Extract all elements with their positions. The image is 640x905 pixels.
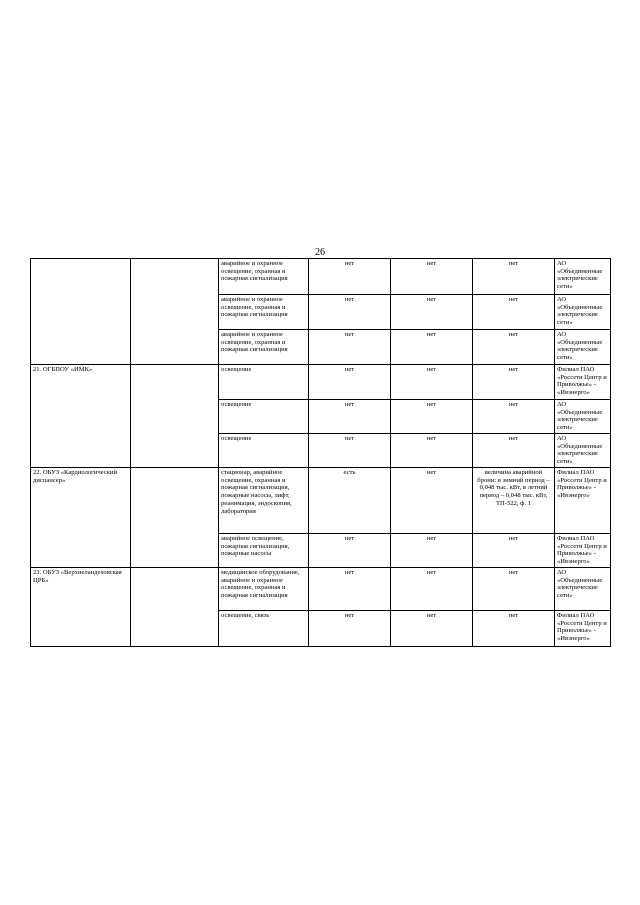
value-cell: нет — [473, 567, 555, 610]
value-cell: нет — [391, 295, 473, 330]
value-cell: нет — [473, 434, 555, 468]
value-cell: нет — [309, 259, 391, 295]
value-cell: нет — [391, 365, 473, 400]
value-cell: нет — [391, 610, 473, 646]
table-row — [31, 468, 611, 534]
value-cell: нет — [391, 434, 473, 468]
org-cell: 22. ОБУЗ «Кардиологический диспансер» — [31, 468, 131, 568]
table-row — [31, 365, 611, 400]
org-cell — [31, 259, 131, 365]
value-cell: нет — [473, 534, 555, 568]
equipment-cell: аварийное и охранное освещение, охранная и пожарная сигнализация — [219, 259, 309, 295]
blank-cell — [131, 365, 219, 468]
value-cell: нет — [473, 295, 555, 330]
value-cell: величина аварийной брони: в зимний период – 0,048 тыс. кВт, в летний период – 0,048 тыс. кВт, ТП-522, ф. 1 — [473, 468, 555, 534]
equipment-cell: освещение, связь — [219, 610, 309, 646]
supplier-cell: АО «Объединенные электрические сети» — [555, 400, 611, 434]
equipment-cell: аварийное и охранное освещение, охранная и пожарная сигнализация — [219, 295, 309, 330]
supplier-cell: АО «Объединенные электрические сети» — [555, 567, 611, 610]
value-cell: нет — [391, 400, 473, 434]
equipment-cell: аварийное и охранное освещение, охранная и пожарная сигнализация — [219, 330, 309, 365]
org-cell: 23. ОБУЗ «Верхнеландеховская ЦРБ» — [31, 567, 131, 646]
value-cell: нет — [309, 400, 391, 434]
value-cell: нет — [391, 259, 473, 295]
supplier-cell: Филиал ПАО «Россети Центр и Приволжье» - «Ивэнерго» — [555, 365, 611, 400]
supplier-cell: АО «Объединенные электрические сети» — [555, 330, 611, 365]
value-cell: нет — [391, 468, 473, 534]
equipment-cell: освещение — [219, 400, 309, 434]
value-cell: нет — [309, 567, 391, 610]
value-cell: нет — [391, 330, 473, 365]
value-cell: нет — [309, 365, 391, 400]
supplier-cell: Филиал ПАО «Россети Центр и Приволжье» - «Ивэнерго» — [555, 610, 611, 646]
supplier-cell: АО «Объединенные электрические сети» — [555, 259, 611, 295]
value-cell: нет — [473, 610, 555, 646]
facilities-table — [30, 258, 611, 647]
page-number: 26 — [315, 247, 325, 258]
value-cell: есть — [309, 468, 391, 534]
blank-cell — [131, 259, 219, 365]
blank-cell — [131, 468, 219, 568]
supplier-cell: АО «Объединенные электрические сети» — [555, 295, 611, 330]
equipment-cell: освещение — [219, 365, 309, 400]
table-row — [31, 567, 611, 610]
equipment-cell: освещение — [219, 434, 309, 468]
value-cell: нет — [309, 610, 391, 646]
supplier-cell: АО «Объединенные электрические сети» — [555, 434, 611, 468]
blank-cell — [131, 567, 219, 646]
equipment-cell: аварийное освещение, пожарная сигнализация, пожарные насосы — [219, 534, 309, 568]
value-cell: нет — [309, 330, 391, 365]
value-cell: нет — [473, 400, 555, 434]
table-row — [31, 259, 611, 295]
equipment-cell: медицинское оборудование, аварийное и охранное освещение, охранная и пожарная сигнализация — [219, 567, 309, 610]
value-cell: нет — [309, 534, 391, 568]
value-cell: нет — [309, 434, 391, 468]
supplier-cell: Филиал ПАО «Россети Центр и Приволжье» - «Ивэнерго» — [555, 468, 611, 534]
supplier-cell: Филиал ПАО «Россети Центр и Приволжье» - «Ивэнерго» — [555, 534, 611, 568]
value-cell: нет — [391, 534, 473, 568]
org-cell: 21. ОГБПОУ «ИМК» — [31, 365, 131, 468]
value-cell: нет — [473, 365, 555, 400]
equipment-cell: стационар, аварийное освещение, охранная и пожарная сигнализация, пожарные насосы, лифт, реанимация, эндоскопия, лаборатория — [219, 468, 309, 534]
value-cell: нет — [473, 259, 555, 295]
value-cell: нет — [391, 567, 473, 610]
value-cell: нет — [309, 295, 391, 330]
value-cell: нет — [473, 330, 555, 365]
